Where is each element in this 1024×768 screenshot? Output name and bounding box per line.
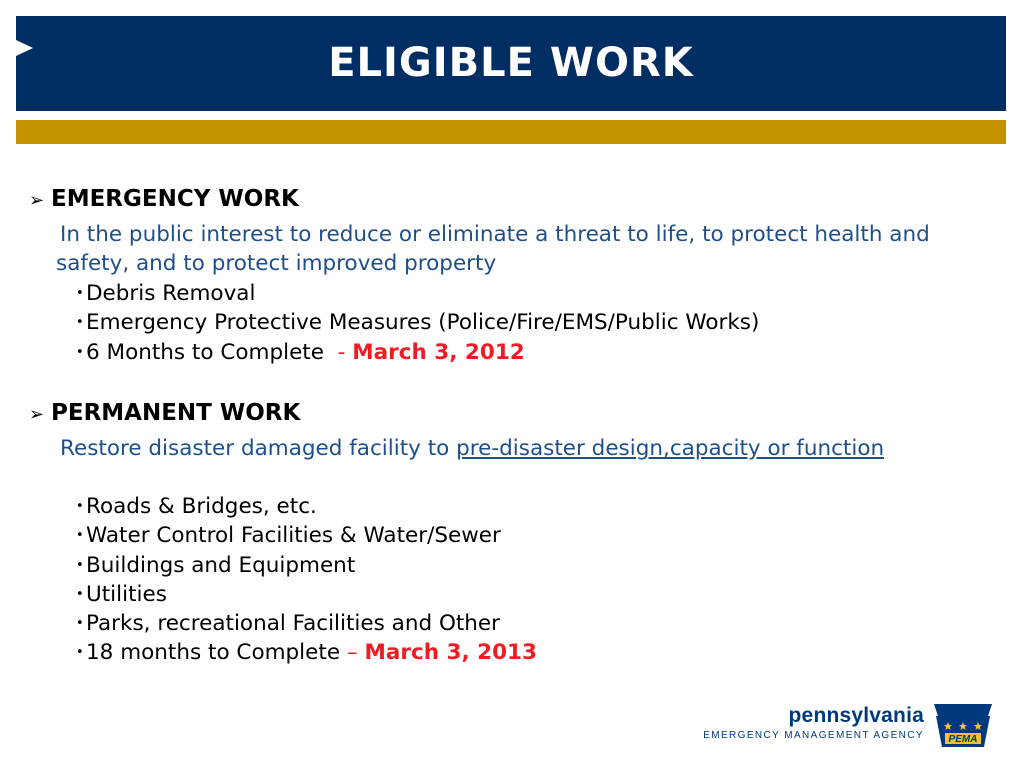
logo-wordmark: pennsylvania [788, 704, 924, 727]
bullet-icon: • [76, 557, 84, 573]
section-description-permanent: Restore disaster damaged facility to pre-disaster design,capacity or function [60, 436, 885, 461]
pema-logo [703, 702, 994, 748]
section-heading-permanent [29, 400, 300, 426]
bullet-icon: • [76, 344, 84, 360]
bullet-icon: • [76, 645, 84, 661]
list-item: • Buildings and Equipment [76, 551, 537, 580]
deadline-separator: – [346, 640, 358, 666]
bullet-icon: • [76, 528, 84, 544]
bullet-icon: • [76, 586, 84, 602]
accent-stripe [16, 120, 1006, 144]
list-item-deadline: • 18 months to Complete – March 3, 2013 [76, 638, 537, 667]
slide-title: ELIGIBLE WORK [328, 40, 694, 86]
list-item: • Utilities [76, 580, 537, 609]
bullet-list-emergency [76, 279, 759, 367]
list-item: • Roads & Bridges, etc. [76, 492, 537, 521]
arrow-bullet-icon: ➢ [29, 404, 45, 425]
bullet-list-permanent [76, 492, 537, 668]
list-item-deadline: • 6 Months to Complete - March 3, 2012 [76, 338, 759, 367]
heading-text: EMERGENCY WORK [51, 186, 299, 212]
bullet-icon: • [76, 616, 84, 632]
keystone-icon [932, 702, 994, 748]
deadline-date: March 3, 2012 [352, 339, 525, 365]
deadline-date: March 3, 2013 [364, 640, 537, 666]
bullet-icon: • [76, 286, 84, 301]
section-heading-emergency [29, 186, 299, 212]
logo-agency-name: EMERGENCY MANAGEMENT AGENCY [703, 730, 924, 741]
arrow-bullet-icon: ➢ [29, 190, 45, 211]
bullet-icon: • [76, 315, 84, 331]
heading-text: PERMANENT WORK [51, 400, 301, 426]
design-link[interactable]: pre-disaster design,capacity or function [456, 436, 885, 461]
section-description-emergency: In the public interest to reduce or eliminate a threat to life, to protect health and safety, and to protect improved property [56, 222, 930, 276]
deadline-separator: - [337, 339, 346, 365]
logo-badge-text: PEMA [948, 734, 978, 745]
list-item: • Water Control Facilities & Water/Sewer [76, 521, 537, 550]
list-item: • Debris Removal [76, 279, 759, 308]
list-item: • Parks, recreational Facilities and Other [76, 609, 537, 638]
list-item: • Emergency Protective Measures (Police/Fire/EMS/Public Works) [76, 308, 759, 337]
bullet-icon: • [76, 499, 84, 514]
